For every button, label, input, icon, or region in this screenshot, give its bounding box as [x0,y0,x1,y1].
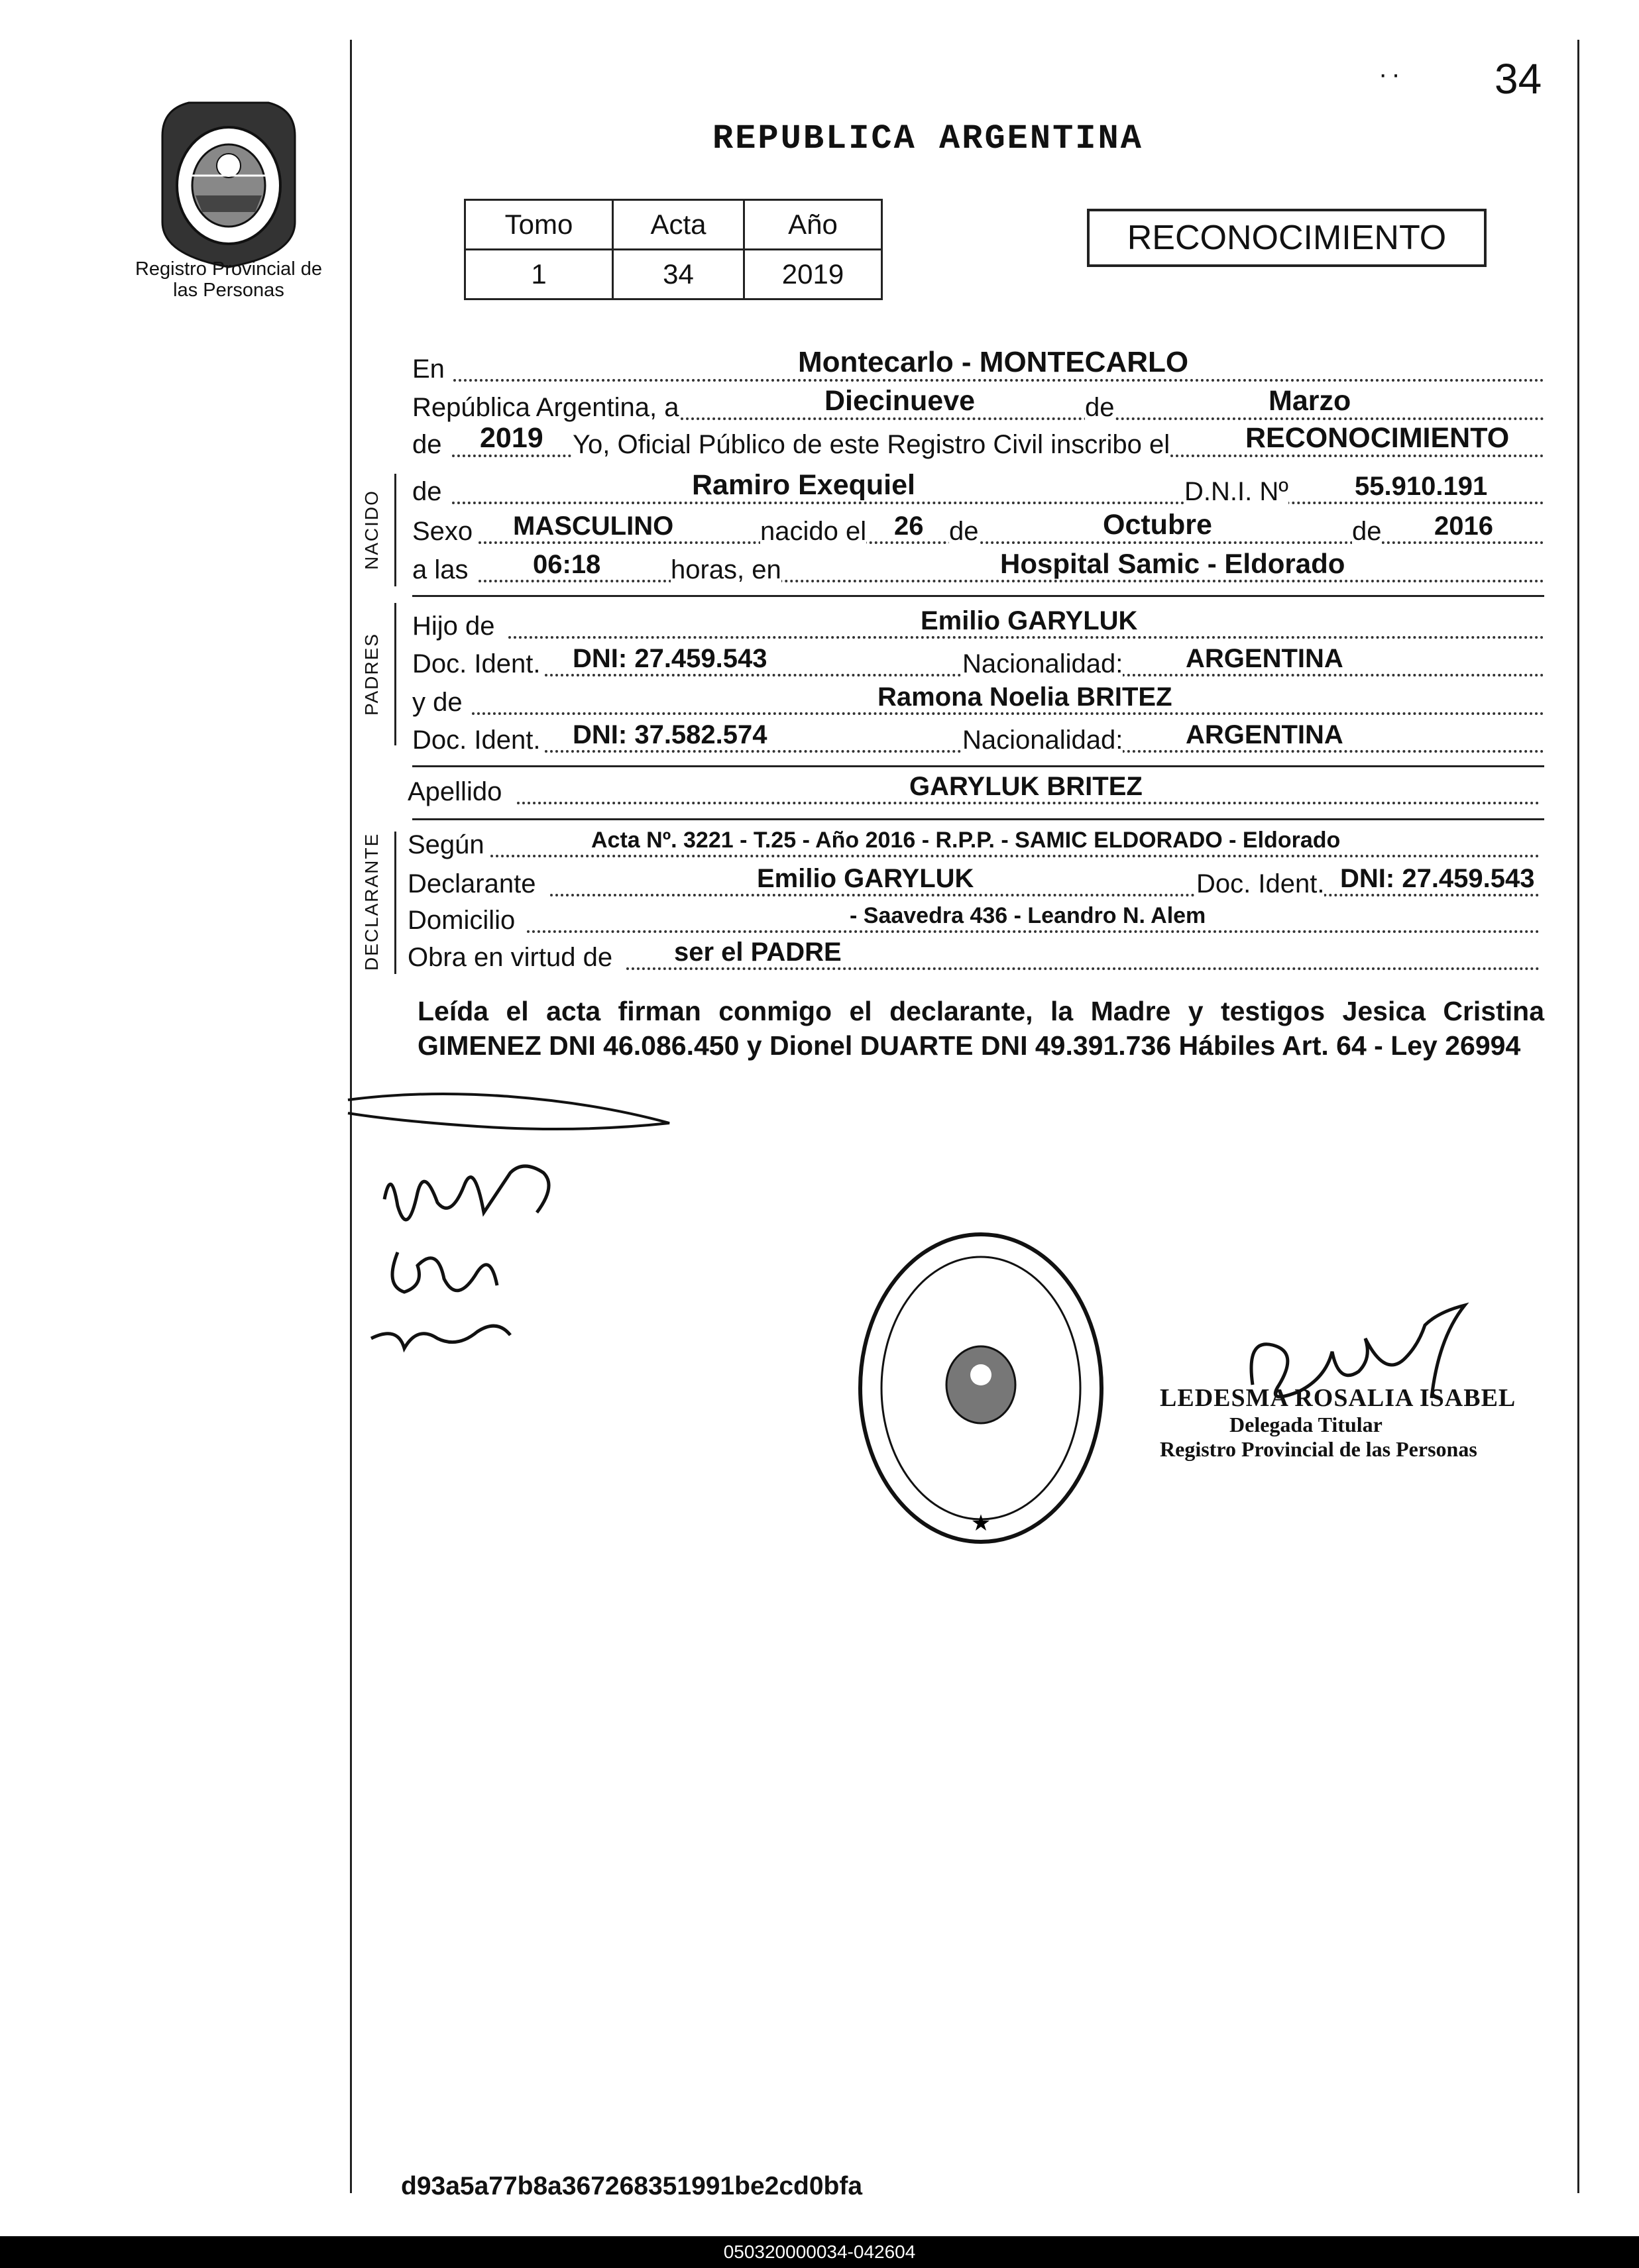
closing-statement: Leída el acta firman conmigo el declarante, la Madre y testigos Jesica Cristina GIMENEZ DNI 46.086.450 y Dionel DUARTE DNI 49.391.736 Hábiles Art. 64 - Ley 26994 [418,996,1544,1061]
tomo-header: Tomo [465,200,613,250]
declarante-bracket [394,832,396,974]
row-nacido-sex [412,509,1544,551]
top-marks: ·· [1379,60,1404,89]
birth-year: 2016 [1434,512,1493,541]
segun-label: Según [408,830,484,859]
row-mother [412,684,1544,722]
row-nacido-name [412,469,1544,511]
republica-label: República Argentina, a [412,393,679,422]
declarante-doc: DNI: 27.459.543 [1340,864,1535,893]
acta-value: 34 [613,250,744,299]
birth-month: Octubre [1103,509,1212,541]
obra-value: ser el PADRE [674,938,842,967]
mother-name: Ramona Noelia BRITEZ [877,682,1172,712]
officer-role: Delegada Titular [1229,1413,1383,1436]
mother-nat-label: Nacionalidad: [962,726,1123,755]
de-year-label: de [412,430,442,459]
nacido-side-label: NACIDO [361,490,382,570]
footer-code: 050320000034-042604 [723,2241,916,2262]
mother-nationality: ARGENTINA [1186,720,1343,749]
row-mother-doc [412,722,1544,759]
father-nat-label: Nacionalidad: [962,649,1123,678]
dotted-leader [490,853,1540,857]
domicilio-value: - Saavedra 436 - Leandro N. Alem [850,903,1206,928]
a-las-label: a las [412,555,469,584]
child-dni: 55.910.191 [1355,472,1488,501]
officer-name: LEDESMA ROSALIA ISABEL [1160,1384,1516,1412]
apellido-value: GARYLUK BRITEZ [909,772,1143,801]
record-table-header-row [465,200,882,250]
page-title: REPUBLICA ARGENTINA [712,119,1143,158]
row-father-doc [412,646,1544,683]
page-number: 34 [1495,55,1542,103]
act-kind-box: RECONOCIMIENTO [1087,209,1487,267]
hijo-de-label: Hijo de [412,612,495,641]
misiones-coat-of-arms-icon [149,96,308,272]
mother-doc-label: Doc. Ident. [412,726,541,755]
tomo-value: 1 [465,250,613,299]
dni-label: D.N.I. Nº [1184,477,1288,506]
declarante-label: Declarante [408,869,536,898]
anio-header: Año [744,200,882,250]
declarante-doc-label: Doc. Ident. [1196,869,1325,898]
official-seal-icon [852,1226,1110,1554]
row-en [412,346,1544,388]
row-nacido-hour [412,548,1544,589]
sexo-value: MASCULINO [513,512,674,541]
officer-block [1160,1383,1516,1462]
father-name: Emilio GARYLUK [921,606,1138,635]
inscribe-text: Yo, Oficial Público de este Registro Civil inscribo el [573,430,1170,459]
en-value: Montecarlo - MONTECARLO [798,346,1189,378]
record-table [464,199,883,300]
month-value: Marzo [1269,385,1351,417]
row-inscribe [412,422,1544,464]
record-table-value-row [465,250,882,299]
row-date [412,385,1544,427]
nacido-de-label: de [412,477,442,506]
row-declarante [408,866,1540,903]
birth-place: Hospital Samic - Eldorado [1000,548,1345,579]
row-apellido [408,774,1540,811]
document-hash: d93a5a77b8a367268351991be2cd0bfa [401,2172,863,2200]
father-doc-label: Doc. Ident. [412,649,541,678]
inscribe-value: RECONOCIMIENTO [1245,422,1510,454]
y-de-label: y de [412,688,463,717]
row-obra [408,940,1540,977]
de-label-3: de [1352,517,1382,546]
registry-caption: Registro Provincial de las Personas [135,258,323,301]
apellido-label: Apellido [408,777,502,806]
witness-signatures-icon [345,1087,689,1405]
section-divider [412,818,1544,820]
day-value: Diecinueve [824,385,976,417]
row-domicilio [408,902,1540,940]
father-nationality: ARGENTINA [1186,644,1343,673]
domicilio-label: Domicilio [408,906,516,935]
mother-doc: DNI: 37.582.574 [573,720,767,749]
row-segun [408,827,1540,864]
row-father [412,608,1544,645]
official-seal [852,1226,1110,1554]
section-divider [412,595,1544,597]
child-name: Ramiro Exequiel [692,469,915,501]
nacido-el-label: nacido el [760,517,867,546]
anio-value: 2019 [744,250,882,299]
dotted-leader [527,929,1540,933]
horas-label: horas, en [671,555,781,584]
nacido-bracket [394,474,396,586]
birth-hour: 06:18 [533,550,601,579]
padres-side-label: PADRES [361,632,382,716]
provincial-logo [149,96,308,272]
svg-text:★: ★ [970,1511,991,1536]
acta-header: Acta [613,200,744,250]
declarante-side-label: DECLARANTE [361,832,382,971]
right-margin-line [1577,40,1579,2193]
birth-day: 26 [894,512,924,541]
sexo-label: Sexo [412,517,473,546]
en-label: En [412,354,445,384]
year-value: 2019 [480,422,543,454]
padres-bracket [394,603,396,745]
segun-value: Acta Nº. 3221 - T.25 - Año 2016 - R.P.P. - SAMIC ELDORADO - Eldorado [591,828,1341,853]
officer-org: Registro Provincial de las Personas [1160,1437,1477,1461]
obra-label: Obra en virtud de [408,943,613,972]
section-divider [412,765,1544,767]
father-doc: DNI: 27.459.543 [573,644,767,673]
de-label: de [1085,393,1115,422]
de-label-2: de [949,517,979,546]
declarante-name: Emilio GARYLUK [757,864,974,893]
